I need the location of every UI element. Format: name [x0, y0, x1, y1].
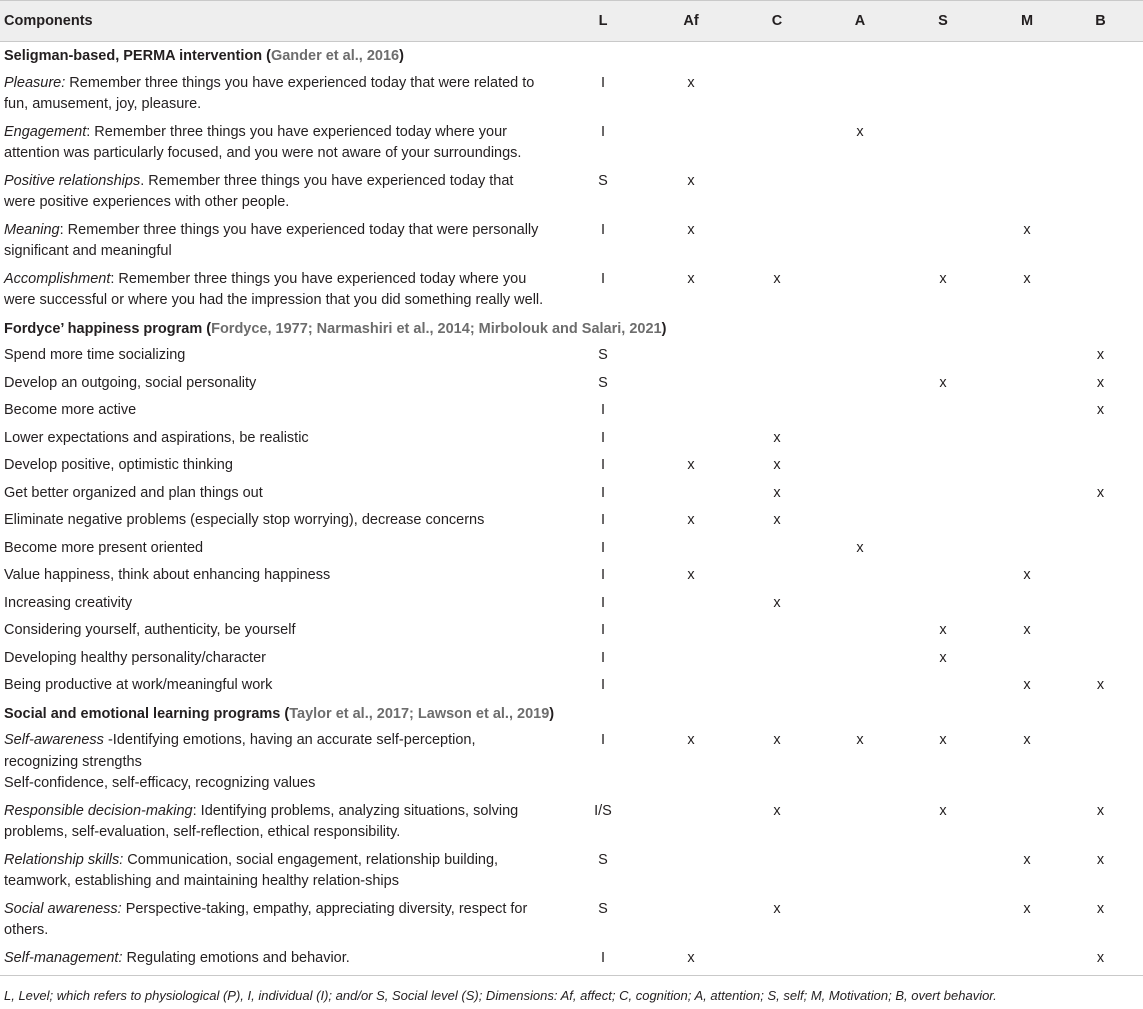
cell-s: x	[939, 374, 947, 391]
cell-b	[1058, 590, 1143, 618]
component-cell	[0, 452, 548, 480]
cell-l: I	[600, 732, 606, 748]
cell-c: x	[773, 429, 781, 446]
cell-c: x	[773, 270, 781, 287]
cell-s: x	[939, 622, 947, 638]
cell-c	[724, 945, 830, 976]
cell-a	[830, 507, 890, 535]
cell-b	[1058, 266, 1143, 315]
cell-c	[724, 617, 830, 645]
component-cell	[0, 217, 548, 266]
cell-af	[658, 370, 724, 398]
component-cell	[0, 70, 548, 119]
table-row	[0, 266, 1143, 315]
cell-m: x	[1023, 622, 1031, 638]
cell-b: x	[1058, 945, 1143, 976]
cell-a	[830, 896, 890, 945]
cell-l: I	[600, 649, 606, 666]
cell-a	[830, 645, 890, 673]
cell-c: x	[773, 484, 781, 501]
section-header-row	[0, 42, 1143, 70]
section-title-text: Seligman-based, PERMA intervention	[4, 48, 263, 64]
table-body	[0, 42, 1143, 976]
cell-m	[996, 798, 1058, 847]
cell-m: x	[1023, 900, 1031, 917]
component-label: Self-awareness	[4, 732, 104, 748]
cell-l: I	[600, 539, 606, 556]
component-cell	[0, 535, 548, 563]
cell-af: x	[687, 567, 695, 583]
cell-a	[830, 590, 890, 618]
cell-b: x	[1096, 900, 1105, 917]
component-label: Relationship skills:	[4, 851, 124, 868]
cell-af: x	[658, 945, 724, 976]
table-row	[0, 727, 1143, 798]
component-cell	[0, 645, 548, 673]
cell-c: x	[773, 512, 781, 528]
cell-s: x	[939, 732, 947, 748]
cell-b	[1058, 645, 1143, 673]
component-text: Develop an outgoing, social personality	[4, 374, 257, 391]
component-text: Regulating emotions and behavior.	[122, 949, 350, 966]
cell-c: x	[773, 900, 781, 917]
header-c: C	[724, 1, 830, 42]
cell-m: x	[1023, 221, 1031, 238]
cell-l: I	[600, 221, 606, 238]
cell-l: S	[598, 851, 608, 868]
component-cell	[0, 672, 548, 700]
component-text: Eliminate negative problems (especially stop worrying), decrease concerns	[4, 512, 485, 528]
table-row	[0, 168, 1143, 217]
component-cell	[0, 425, 548, 453]
citation-link[interactable]: Taylor et al., 2017; Lawson et al., 2019	[289, 705, 550, 722]
component-cell	[0, 119, 548, 168]
cell-l: I	[600, 74, 606, 91]
header-s: S	[890, 1, 996, 42]
component-label: Engagement	[4, 123, 87, 140]
cell-l: I/S	[594, 802, 612, 819]
component-label: Meaning	[4, 221, 60, 238]
table-row	[0, 342, 1143, 370]
cell-af: x	[687, 221, 695, 238]
cell-a	[830, 370, 890, 398]
cell-m	[996, 535, 1058, 563]
cell-m: x	[1023, 851, 1031, 868]
cell-c	[724, 70, 830, 119]
header-m: M	[996, 1, 1058, 42]
cell-af	[658, 645, 724, 673]
cell-s	[890, 168, 996, 217]
cell-c	[724, 397, 830, 425]
table-row	[0, 847, 1143, 896]
component-cell	[0, 945, 548, 976]
cell-af: x	[687, 270, 695, 287]
cell-b	[1058, 425, 1143, 453]
cell-m	[996, 425, 1058, 453]
component-label: Accomplishment	[4, 270, 111, 287]
cell-m	[996, 370, 1058, 398]
table-row	[0, 945, 1143, 976]
cell-af	[658, 342, 724, 370]
cell-af	[658, 798, 724, 847]
cell-b: x	[1096, 374, 1105, 391]
component-text: Perspective-taking, empathy, appreciating diversity, respect for others.	[4, 900, 528, 938]
cell-a	[830, 672, 890, 700]
cell-s	[890, 480, 996, 508]
header-l: L	[548, 1, 658, 42]
citation-open: (	[280, 705, 290, 722]
cell-m	[996, 119, 1058, 168]
component-label: Social awareness:	[4, 900, 122, 917]
cell-l: I	[600, 123, 606, 140]
cell-s	[890, 452, 996, 480]
section-title-text: Fordyce’ happiness program	[4, 320, 203, 337]
cell-af	[658, 617, 724, 645]
cell-m	[996, 590, 1058, 618]
component-label: Positive relationships	[4, 172, 141, 189]
table-row	[0, 480, 1143, 508]
cell-af	[658, 425, 724, 453]
citation-open: (	[262, 48, 271, 64]
table-row	[0, 562, 1143, 590]
cell-af	[658, 397, 724, 425]
cell-a	[830, 847, 890, 896]
cell-c	[724, 535, 830, 563]
table-row	[0, 452, 1143, 480]
component-text: -Identifying emotions, having an accurate self-perception, recognizing strengths	[4, 732, 476, 770]
cell-c	[724, 119, 830, 168]
component-cell	[0, 798, 548, 847]
cell-b: x	[1096, 347, 1105, 363]
cell-b	[1058, 217, 1143, 266]
table-row	[0, 590, 1143, 618]
cell-s	[890, 590, 996, 618]
cell-l: I	[600, 567, 606, 583]
cell-s	[890, 70, 996, 119]
header-components: Components	[0, 1, 548, 42]
cell-s	[890, 896, 996, 945]
cell-a	[830, 562, 890, 590]
cell-s: x	[939, 270, 947, 287]
cell-m	[996, 168, 1058, 217]
table-row	[0, 645, 1143, 673]
cell-s	[890, 425, 996, 453]
cell-af	[658, 896, 724, 945]
component-text-extra: Self-confidence, self-efficacy, recognizing values	[4, 775, 316, 791]
header-af: Af	[658, 1, 724, 42]
cell-af	[658, 847, 724, 896]
component-text: : Remember three things you have experienced today that were personally significant and meaningful	[4, 221, 539, 259]
cell-b	[1058, 70, 1143, 119]
component-cell	[0, 847, 548, 896]
cell-l: I	[600, 457, 606, 473]
cell-s	[890, 507, 996, 535]
component-cell	[0, 168, 548, 217]
cell-af	[658, 119, 724, 168]
cell-a	[830, 425, 890, 453]
cell-l: I	[600, 512, 606, 528]
cell-s: x	[939, 649, 947, 666]
cell-a	[830, 168, 890, 217]
component-text: Become more active	[4, 402, 137, 418]
cell-l: I	[600, 622, 606, 638]
cell-a	[830, 266, 890, 315]
cell-b: x	[1096, 851, 1105, 868]
component-label: Responsible decision-making	[4, 802, 193, 819]
header-a: A	[830, 1, 890, 42]
citation-close: )	[399, 48, 404, 64]
cell-c: x	[773, 457, 781, 473]
cell-s	[890, 342, 996, 370]
cell-m	[996, 480, 1058, 508]
cell-s	[890, 562, 996, 590]
cell-m	[996, 452, 1058, 480]
citation-close: )	[661, 320, 667, 337]
component-cell	[0, 727, 548, 798]
cell-m: x	[1023, 732, 1031, 748]
cell-b	[1058, 535, 1143, 563]
component-cell	[0, 397, 548, 425]
cell-m	[996, 397, 1058, 425]
header-b: B	[1058, 1, 1143, 42]
citation-link[interactable]: Fordyce, 1977; Narmashiri et al., 2014; Mirbolouk and Salari, 2021	[211, 320, 662, 337]
cell-s	[890, 217, 996, 266]
cell-s	[890, 945, 996, 976]
cell-s	[890, 672, 996, 700]
component-cell	[0, 370, 548, 398]
cell-l: S	[598, 172, 608, 189]
cell-l: I	[548, 945, 658, 976]
section-header-row	[0, 315, 1143, 343]
cell-b	[1058, 168, 1143, 217]
cell-m	[996, 507, 1058, 535]
cell-a	[830, 617, 890, 645]
table-row	[0, 425, 1143, 453]
cell-m	[996, 945, 1058, 976]
component-text: Develop positive, optimistic thinking	[4, 457, 233, 473]
table-row	[0, 70, 1143, 119]
cell-a	[830, 217, 890, 266]
cell-af: x	[687, 74, 695, 91]
cell-c	[724, 562, 830, 590]
cell-c: x	[773, 802, 781, 819]
cell-l: S	[598, 900, 608, 917]
cell-a	[830, 945, 890, 976]
component-text: Become more present oriented	[4, 539, 204, 556]
component-cell	[0, 480, 548, 508]
component-text: Lower expectations and aspirations, be realistic	[4, 429, 309, 446]
section-header-row	[0, 700, 1143, 728]
cell-b	[1058, 119, 1143, 168]
cell-c	[724, 847, 830, 896]
cell-af	[658, 590, 724, 618]
component-text: Value happiness, think about enhancing happiness	[4, 567, 331, 583]
cell-a	[830, 397, 890, 425]
component-text: Remember three things you have experienced today that were related to fun, amusement, joy, pleasure.	[4, 74, 535, 112]
component-text: Developing healthy personality/character	[4, 649, 266, 666]
cell-af	[658, 480, 724, 508]
component-text: : Identifying problems, analyzing situations, solving problems, self-evaluation, self-reflection, ethical responsibility.	[4, 802, 519, 840]
cell-a	[830, 798, 890, 847]
cell-s: x	[939, 802, 947, 819]
cell-b: x	[1096, 402, 1105, 418]
cell-s	[890, 119, 996, 168]
cell-c	[724, 645, 830, 673]
component-text: : Remember three things you have experienced today where your attention was particularly focused, and you were not aware of your surroundings.	[4, 123, 522, 161]
cell-b: x	[1096, 484, 1105, 501]
cell-b	[1058, 727, 1143, 798]
cell-af: x	[687, 732, 695, 748]
cell-a: x	[856, 539, 864, 556]
cell-m: x	[1023, 567, 1031, 583]
table-row	[0, 535, 1143, 563]
citation-open: (	[202, 320, 212, 337]
cell-c	[724, 370, 830, 398]
cell-a	[830, 70, 890, 119]
table-row	[0, 397, 1143, 425]
cell-c	[724, 217, 830, 266]
component-text: Get better organized and plan things out	[4, 484, 263, 501]
table-row	[0, 798, 1143, 847]
section-title-text: Social and emotional learning programs	[4, 705, 281, 722]
component-text: Communication, social engagement, relationship building, teamwork, establishing and maintaining healthy relation-ships	[4, 851, 499, 889]
cell-af	[658, 672, 724, 700]
cell-l: I	[600, 270, 606, 287]
cell-b	[1058, 617, 1143, 645]
cell-m: x	[1023, 270, 1031, 287]
table-footnote: L, Level; which refers to physiological (P), I, individual (I); and/or S, Social level (S); Dimensions: Af, affect; C, cognition; A, attention; S, self; M, Motivation; B, overt behavior.	[4, 988, 997, 1003]
component-text: Spend more time socializing	[4, 347, 186, 363]
component-cell	[0, 562, 548, 590]
component-label: Pleasure:	[4, 74, 66, 91]
cell-b: x	[1096, 677, 1105, 693]
cell-l: I	[600, 677, 606, 693]
table-row	[0, 217, 1143, 266]
cell-af	[658, 535, 724, 563]
header-row	[0, 1, 1143, 42]
section-title	[0, 315, 1143, 343]
table-row	[0, 119, 1143, 168]
cell-b	[1058, 452, 1143, 480]
cell-l: I	[600, 594, 606, 611]
component-cell	[0, 507, 548, 535]
cell-m	[996, 342, 1058, 370]
component-text: Considering yourself, authenticity, be yourself	[4, 622, 296, 638]
cell-af: x	[687, 457, 695, 473]
table-row	[0, 370, 1143, 398]
cell-m	[996, 70, 1058, 119]
component-text: : Remember three things you have experienced today where you were successful or where you had the impression that you did something really well.	[4, 270, 544, 308]
table-row	[0, 617, 1143, 645]
component-cell	[0, 266, 548, 315]
cell-b	[1058, 562, 1143, 590]
component-cell	[0, 590, 548, 618]
component-text: Being productive at work/meaningful work	[4, 677, 273, 693]
table-row	[0, 507, 1143, 535]
cell-c: x	[773, 732, 781, 748]
cell-b: x	[1096, 802, 1105, 819]
cell-l: I	[600, 429, 606, 446]
cell-a	[830, 480, 890, 508]
cell-l: I	[600, 484, 606, 501]
cell-a: x	[856, 732, 864, 748]
cell-l: I	[600, 402, 606, 418]
cell-m: x	[1023, 677, 1031, 693]
component-label: Self-management:	[4, 949, 123, 966]
cell-m	[996, 645, 1058, 673]
cell-l: S	[598, 347, 608, 363]
cell-c: x	[773, 594, 781, 611]
cell-af: x	[687, 172, 695, 189]
cell-l: S	[598, 374, 608, 391]
component-cell	[0, 617, 548, 645]
section-title	[0, 42, 1143, 70]
cell-s	[890, 847, 996, 896]
table-row	[0, 896, 1143, 945]
component-cell	[0, 342, 548, 370]
cell-a	[830, 452, 890, 480]
component-text: . Remember three things you have experienced today that were positive experiences with other people.	[4, 172, 514, 210]
table-row	[0, 672, 1143, 700]
section-title	[0, 700, 1143, 728]
citation-close: )	[549, 705, 555, 722]
component-cell	[0, 896, 548, 945]
cell-b	[1058, 507, 1143, 535]
cell-c	[724, 342, 830, 370]
cell-c	[724, 168, 830, 217]
cell-a: x	[856, 123, 864, 140]
component-text: Increasing creativity	[4, 594, 133, 611]
citation-link[interactable]: Gander et al., 2016	[270, 48, 400, 64]
cell-a	[830, 342, 890, 370]
cell-af: x	[687, 512, 695, 528]
cell-s	[890, 535, 996, 563]
cell-c	[724, 672, 830, 700]
cell-s	[890, 397, 996, 425]
